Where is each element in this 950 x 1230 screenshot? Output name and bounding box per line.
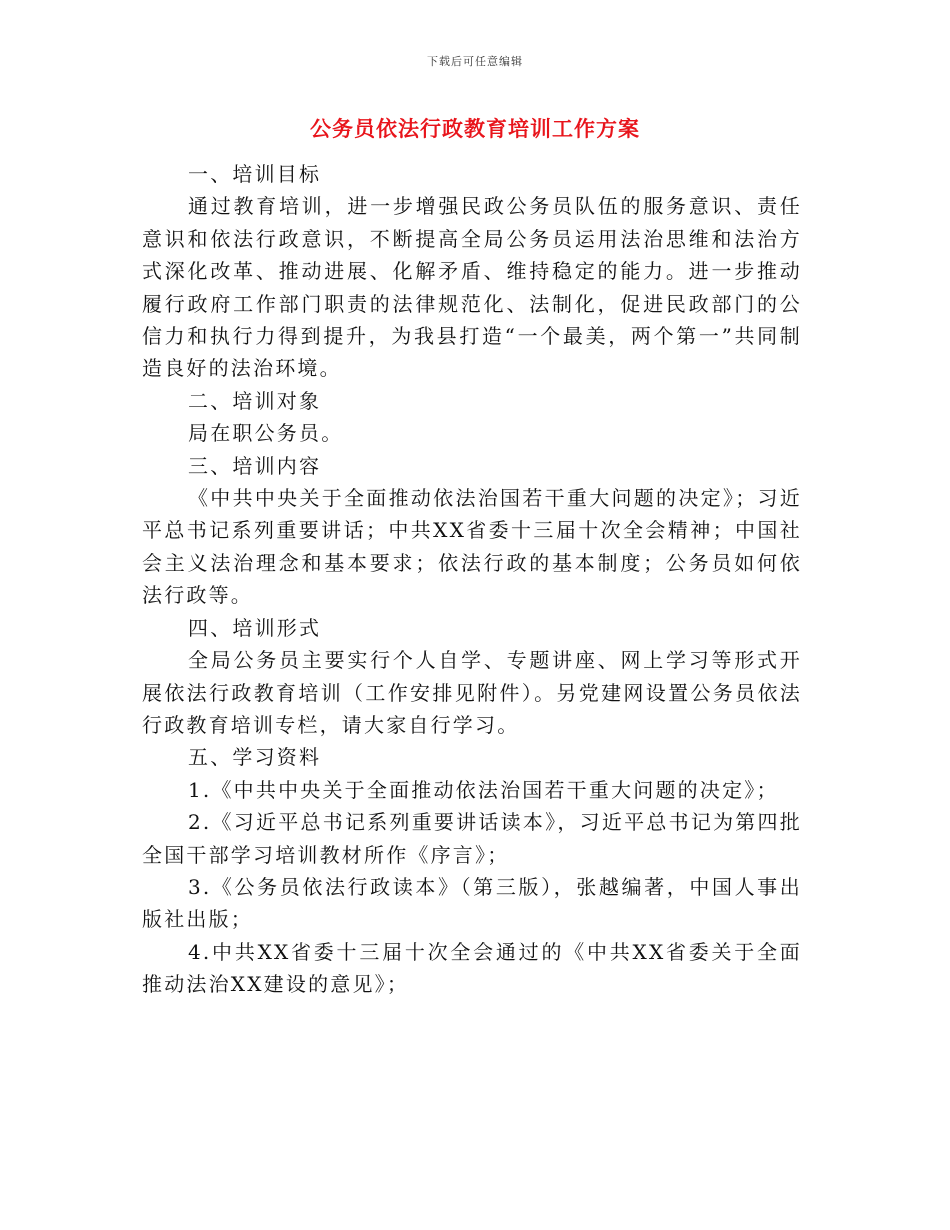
paragraph-content: 《中共中央关于全面推动依法治国若干重大问题的决定》；习近平总书记系列重要讲话；中共XX省委十三届十次全会精神；中国社会主义法治理念和基本要求；依法行政的基本制度；公务员如何依法行政等。: [142, 486, 802, 608]
paragraph-goals: 通过教育培训，进一步增强民政公务员队伍的服务意识、责任意识和依法行政意识，不断提高全局公务员运用法治思维和法治方式深化改革、推动进展、化解矛盾、维持稳定的能力。进一步推动履行政府工作部门职责的法律规范化、法制化，促进民政部门的公信力和执行力得到提升，为我县打造“一个最美，两个第一”共同制造良好的法治环境。: [142, 194, 802, 381]
list-item-material-4: 4.中共XX省委十三届十次全会通过的《中共XX省委关于全面推动法治XX建设的意见》；: [142, 939, 802, 997]
list-item-material-2: 2.《习近平总书记系列重要讲话读本》，习近平总书记为第四批全国干部学习培训教材所作《序言》；: [142, 810, 802, 867]
paragraph-format: 全局公务员主要实行个人自学、专题讲座、网上学习等形式开展依法行政教育培训（工作安排见附件）。另党建网设置公务员依法行政教育培训专栏，请大家自行学习。: [142, 648, 802, 737]
section-heading-materials: 五、学习资料: [188, 745, 322, 770]
section-heading-goals: 一、培训目标: [188, 162, 322, 186]
page-header-note: 下载后可任意编辑: [427, 55, 523, 68]
list-item-material-1: 1.《中共中央关于全面推动依法治国若干重大问题的决定》；: [188, 777, 779, 802]
section-heading-format: 四、培训形式: [188, 615, 322, 640]
list-item-material-3: 3.《公务员依法行政读本》（第三版），张越编著，中国人事出版社出版；: [142, 874, 802, 932]
document-title: 公务员依法行政教育培训工作方案: [310, 117, 640, 141]
section-heading-audience: 二、培训对象: [188, 388, 322, 413]
section-heading-content: 三、培训内容: [188, 453, 322, 478]
document-body: [142, 158, 802, 1001]
paragraph-audience: 局在职公务员。: [188, 421, 344, 446]
